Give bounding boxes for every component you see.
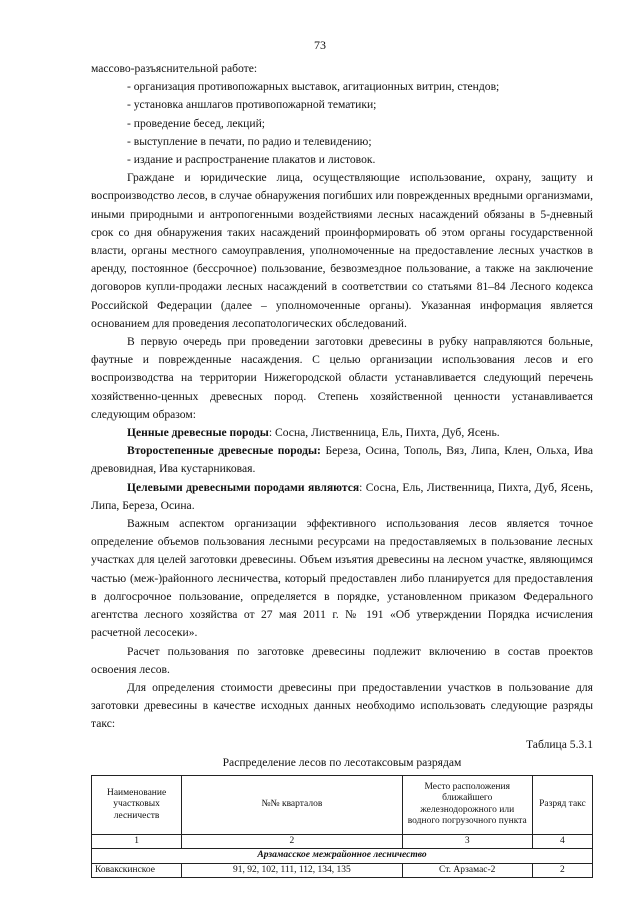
target-species-label: Целевыми древесными породами являются [127, 480, 360, 494]
table-row [92, 863, 593, 878]
paragraph-volume: Важным аспектом организации эффективного использования лесов является точное определение объемов пользования лесными ресурсами на предоставляемых в пользование лесных участках для целей заготовки древесины. Объем изъятия древесины на лесном участке, являющимся частью (меж-)районного лесничества, который предоставлен либо планируется для предоставления в долгосрочное пользование, определяется в порядке, установленном приказом Федерального агентства лесного хозяйства от 27 мая 2011 г. № 191 «Об утверждении Порядка исчисления расчетной лесосеки». [91, 517, 593, 640]
list-item: - установка аншлагов противопожарной тематики; [127, 98, 377, 112]
target-species-text: : Сосна, Ель, Лиственница, Пихта, Дуб, Ясень, Липа, Береза, Осина. [91, 480, 593, 512]
table-header-row [92, 775, 593, 834]
page-number: 73 [314, 38, 326, 52]
paragraph-cost: Для определения стоимости древесины при предоставлении участков в пользование для заготовки древесины в качестве исходных данных необходимо использовать следующие разряды такс: [91, 680, 593, 731]
loading-point: Ст. Арзамас-2 [402, 863, 532, 878]
paragraph-calculation: Расчет пользования по заготовке древесины подлежит включению в состав проектов освоения лесов. [91, 644, 593, 676]
column-number: 4 [532, 834, 592, 849]
secondary-species-label: Второстепенные древесные породы: [127, 444, 321, 458]
region-name: Арзамасское межрайонное лесничество [92, 849, 593, 864]
table-region-row [92, 849, 593, 864]
table-header-cell: Наименование участковых лесничеств [92, 775, 182, 834]
valuable-species-text: : Сосна, Лиственница, Ель, Пихта, Дуб, Ясень. [268, 426, 500, 440]
list-item: - издание и распространение плакатов и листовок. [127, 153, 376, 167]
table-header-cell: Место расположения ближайшего железнодорожного или водного погрузочного пункта [402, 775, 532, 834]
target-species [91, 479, 593, 515]
quarter-numbers: 91, 92, 102, 111, 112, 134, 135 [182, 863, 402, 878]
column-number: 3 [402, 834, 532, 849]
table-column-number-row [92, 834, 593, 849]
secondary-species [91, 442, 593, 478]
list-item: - организация противопожарных выставок, агитационных витрин, стендов; [127, 80, 500, 94]
table-header-cell: №№ кварталов [182, 775, 402, 834]
table-title: Распределение лесов по лесотаксовым разрядам [222, 755, 462, 769]
column-number: 1 [92, 834, 182, 849]
table-label: Таблица 5.3.1 [526, 737, 593, 751]
list-item: - выступление в печати, по радио и телевидению; [127, 134, 372, 148]
intro-line: массово-разъяснительной работе: [91, 62, 258, 75]
list-item: - проведение бесед, лекций; [127, 116, 266, 130]
valuable-species-label: Ценные древесные породы [127, 426, 269, 440]
forestry-name: Ковакскинское [92, 863, 182, 878]
paragraph-felling: В первую очередь при проведении заготовки древесины в рубку направляются больные, фаутные и поврежденные насаждения. С целью организации использования лесов и его воспроизводства на территории Нижегородской области устанавливается следующий перечень хозяйственно-ценных древесных пород. Степень хозяйственной ценности устанавливается следующим образом: [91, 335, 593, 421]
valuable-species [91, 424, 593, 442]
secondary-species-text: Береза, Осина, Тополь, Вяз, Липа, Клен, Ольха, Ива древовидная, Ива кустарниковая. [91, 444, 593, 476]
tax-rank-table [91, 775, 593, 879]
tax-rank: 2 [532, 863, 592, 878]
column-number: 2 [182, 834, 402, 849]
table-header-cell: Разряд такс [532, 775, 592, 834]
document-body [91, 60, 593, 878]
paragraph-reporting: Граждане и юридические лица, осуществляющие использование, охрану, защиту и воспроизводство лесов, в случае обнаружения погибших или поврежденных вредными организмами, иными природными и антропогенными воздействиями лесных насаждений обязаны в 5-дневный срок со дня обнаружения таких насаждений проинформировать об этом органы государственной власти, органы местного самоуправления, уполномоченные на предоставление лесных участков в аренду, постоянное (бессрочное) пользование, безвозмездное пользование, а также на заключение договоров купли-продажи лесных насаждений в соответствии со статьями 81–84 Лесного кодекса Российской Федерации (далее – уполномоченные органы). Указанная информация является основанием для проведения лесопатологических обследований. [91, 171, 593, 330]
